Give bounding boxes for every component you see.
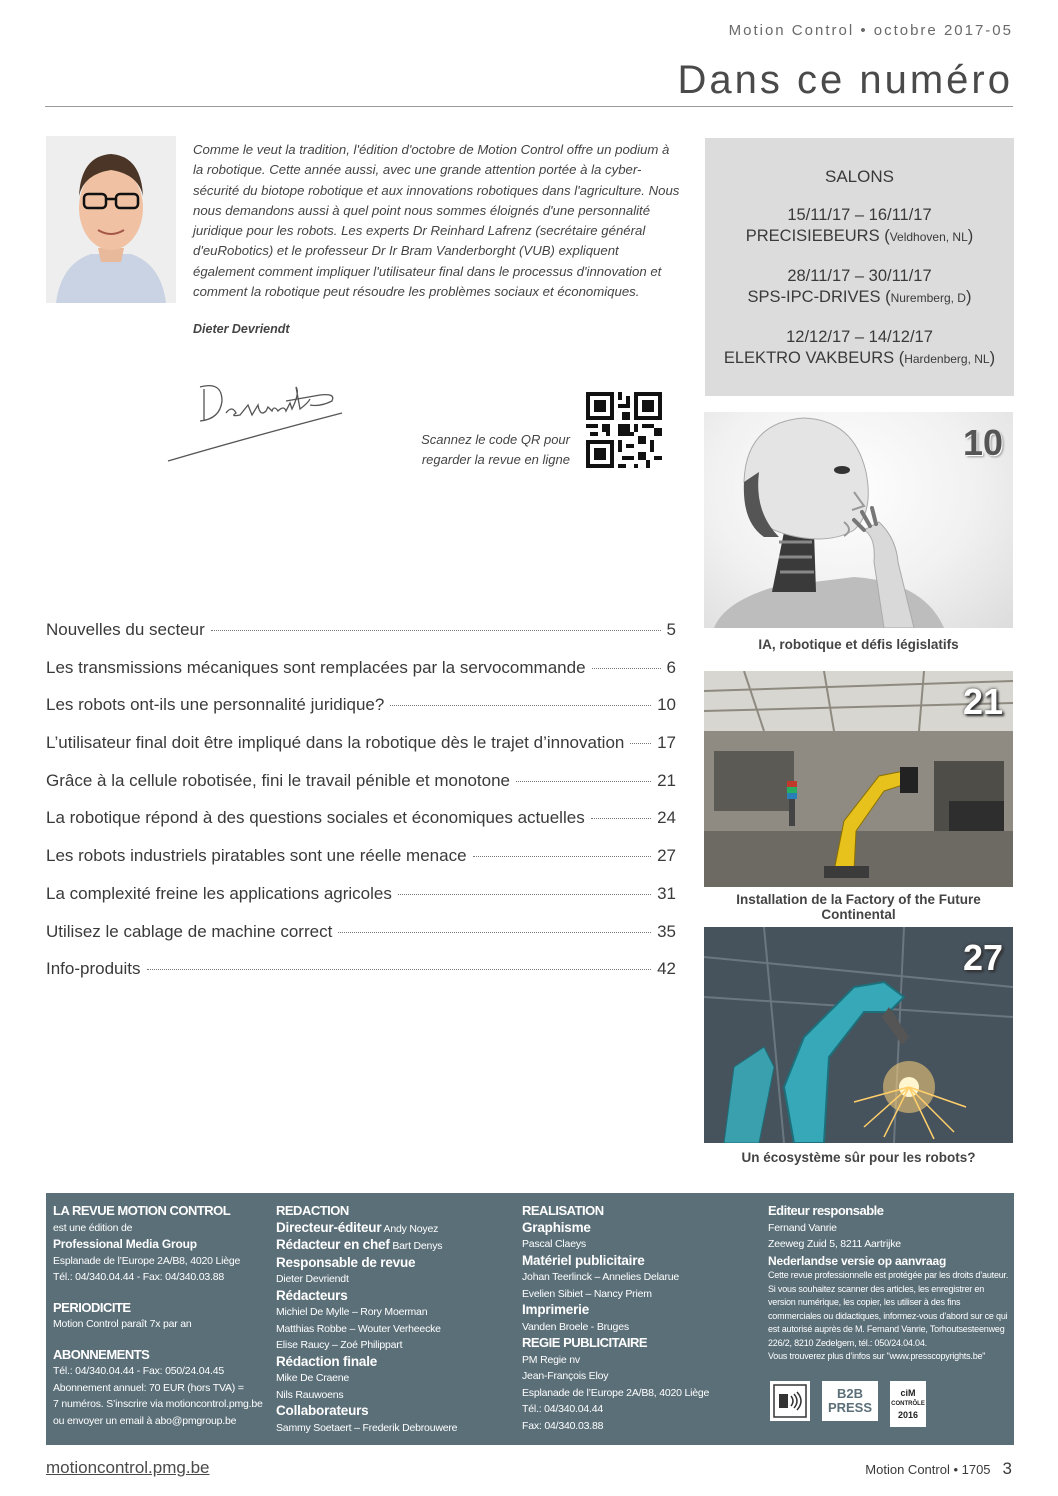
colophon-line: Tél.: 04/340.04.44 - Fax: 04/340.03.88 xyxy=(53,1271,225,1283)
colophon-line xyxy=(276,1220,514,1238)
toc-leader xyxy=(390,705,651,706)
logo-text: 2016 xyxy=(897,1409,919,1420)
toc-entry[interactable] xyxy=(46,808,676,846)
editorial-text: Comme le veut la tradition, l'édition d'octobre de Motion Control offre un podium à la robotique. Cette année aussi, avec une grande attention portée à la cyber-sécurité du biotope robotique et aux innovations robotiques dans l'agriculture. Nous nous demandons aussi à quel point nous sommes éloignés d'une personnalité juridique pour les robots. Les experts Dr Reinhard Lafrenz (secrétaire général d'euRobotics) et le professeur Dr Ir Bram Vanderborght (VUB) expliquent également comment impliquer l'utilisateur final dans le processus d'innovation et comment la robotique peut résoudre les problèmes sociaux et économiques. xyxy=(193,142,680,300)
toc-title: Info-produits xyxy=(46,959,141,979)
feature-image-robot-head[interactable] xyxy=(704,412,1013,628)
colophon-line: Sammy Soetaert – Frederik Debrouwere xyxy=(276,1421,458,1434)
colophon-small-print: Vous trouverez plus d’infos sur "www.presscopyrights.be" xyxy=(768,1351,986,1361)
colophon-line: Professional Media Group xyxy=(53,1237,197,1251)
page-footer xyxy=(865,1459,1012,1479)
qr-caption xyxy=(400,430,570,470)
salon-place: Hardenberg, NL xyxy=(904,352,990,366)
feature-image-factory[interactable] xyxy=(704,671,1013,887)
feature-image-welding-robot[interactable] xyxy=(704,927,1013,1143)
salon-dates: 28/11/17 – 30/11/17 xyxy=(787,267,932,285)
salons-box xyxy=(705,138,1014,396)
toc-leader xyxy=(473,856,652,857)
signature-drawing xyxy=(160,375,350,467)
colophon-line: 7 numéros. S’inscrire via motioncontrol.pmg.be xyxy=(53,1398,263,1410)
qr-caption-line1: Scannez le code QR pour xyxy=(421,432,570,447)
colophon-line: Evelien Sibiet – Nancy Priem xyxy=(522,1287,652,1300)
header-divider xyxy=(45,106,1013,107)
colophon-line: Fernand Vanrie xyxy=(768,1221,837,1234)
salon-name: PRECISIEBEURS xyxy=(745,227,880,245)
colophon-column-realisation xyxy=(522,1203,760,1434)
toc-entry[interactable] xyxy=(46,922,676,960)
colophon-role: Responsable de revue xyxy=(276,1254,416,1270)
feature-page-badge: 27 xyxy=(962,937,1003,978)
colophon-role: Graphisme xyxy=(522,1219,591,1235)
colophon-line: Matthias Robbe – Wouter Verheecke xyxy=(276,1322,441,1335)
toc-page: 24 xyxy=(657,808,676,828)
editor-signature xyxy=(160,375,350,467)
salon-name-line: SPS-IPC-DRIVES (Nuremberg, D) xyxy=(747,288,972,306)
salon-name: ELEKTRO VAKBEURS xyxy=(723,349,895,367)
salons-title: SALONS xyxy=(825,167,894,186)
colophon-role: Directeur-éditeur xyxy=(276,1219,382,1235)
salon-name: SPS-IPC-DRIVES xyxy=(747,288,881,306)
salon-place: Veldhoven, NL xyxy=(889,230,968,244)
cim-logo xyxy=(890,1381,926,1427)
colophon-line: Mike De Craene xyxy=(276,1372,350,1384)
toc-entry[interactable] xyxy=(46,695,676,733)
toc-title: Les transmissions mécaniques sont remplacées par la servocommande xyxy=(46,657,586,677)
colophon-heading: ABONNEMENTS xyxy=(53,1346,150,1362)
toc-entry[interactable] xyxy=(46,846,676,884)
toc-leader xyxy=(338,932,651,933)
toc-leader xyxy=(398,894,651,895)
colophon-heading: REALISATION xyxy=(522,1203,604,1218)
logo-text: B2B xyxy=(836,1386,863,1401)
salon-name-line: PRECISIEBEURS (Veldhoven, NL) xyxy=(745,227,974,245)
colophon-role: Collaborateurs xyxy=(276,1403,369,1418)
colophon-column-redaction xyxy=(276,1203,514,1436)
editorial-author: Dieter Devriendt xyxy=(193,322,290,336)
qr-code[interactable] xyxy=(586,392,662,468)
toc-leader xyxy=(211,630,661,631)
toc-page: 31 xyxy=(657,883,676,903)
toc-entry[interactable] xyxy=(46,771,676,809)
toc-entry[interactable] xyxy=(46,620,676,658)
colophon-line: Nils Rauwoens xyxy=(276,1388,344,1401)
salon-dates: 15/11/17 – 16/11/17 xyxy=(787,206,932,224)
colophon-column-editor xyxy=(768,1203,1010,1364)
colophon-heading: REDACTION xyxy=(276,1203,349,1218)
page-title: Dans ce numéro xyxy=(677,58,1013,102)
toc-page: 17 xyxy=(657,733,676,753)
b2b-press-logo xyxy=(822,1381,878,1421)
colophon-line: Jean-François Eloy xyxy=(522,1370,609,1382)
colophon-line: Motion Control paraît 7x par an xyxy=(53,1318,192,1330)
colophon-line xyxy=(276,1237,514,1255)
toc-leader xyxy=(630,743,651,744)
salon-event xyxy=(705,327,1014,370)
colophon-role: Rédacteurs xyxy=(276,1287,348,1303)
toc-leader xyxy=(592,668,661,669)
colophon-line: Tél.: 04/340.04.44 - Fax: 050/24.04.45 xyxy=(53,1365,225,1377)
colophon-line: Esplanade de l’Europe 2A/B8, 4020 Liège xyxy=(53,1254,241,1267)
colophon-small-print: Si vous souhaitez scanner des articles, les enregistrer en version numérique, les copier, les utiliser à des fins commerciales ou didactiques, informez-vous d’abord sur ce qui est autorisé auprès de M. Fernand Vanrie, Torhoutsesteenweg 226/2, 8210 Zedelgem, tél.: 050/24.04.04. xyxy=(768,1283,1008,1348)
toc-page: 6 xyxy=(666,657,676,677)
toc-entry[interactable] xyxy=(46,733,676,771)
toc-title: Les robots industriels piratables sont une réelle menace xyxy=(46,846,467,866)
colophon-line: Pascal Claeys xyxy=(522,1238,586,1250)
qr-caption-line2: regarder la revue en ligne xyxy=(421,452,570,467)
colophon-role: Rédaction finale xyxy=(276,1353,378,1369)
colophon-heading: LA REVUE MOTION CONTROL xyxy=(53,1203,231,1218)
colophon-person: Bart Denys xyxy=(389,1240,443,1252)
copyright-scan-icon xyxy=(773,1384,807,1418)
toc-title: La complexité freine les applications agricoles xyxy=(46,883,392,903)
colophon-heading: REGIE PUBLICITAIRE xyxy=(522,1335,648,1350)
colophon-line: Fax: 04/340.03.88 xyxy=(522,1419,604,1432)
toc-page: 35 xyxy=(657,921,676,941)
toc-entry[interactable] xyxy=(46,884,676,922)
toc-leader xyxy=(147,969,652,970)
toc-title: Nouvelles du secteur xyxy=(46,620,205,639)
logo-text: PRESS xyxy=(827,1400,873,1415)
feature-caption: Un écosystème sûr pour les robots? xyxy=(741,1150,976,1165)
issue-label: Motion Control • 1705 xyxy=(865,1462,991,1477)
qr-code-graphic xyxy=(586,392,662,468)
colophon-role: Imprimerie xyxy=(522,1302,590,1317)
toc-entry[interactable] xyxy=(46,658,676,696)
toc-leader xyxy=(591,818,651,819)
colophon-line: Dieter Devriendt xyxy=(276,1273,349,1285)
colophon-role: Matériel publicitaire xyxy=(522,1252,645,1268)
colophon-line: ou envoyer un email à abo@pmgroup.be xyxy=(53,1414,237,1427)
colophon xyxy=(46,1193,1014,1445)
toc-title: La robotique répond à des questions sociales et économiques actuelles xyxy=(46,808,585,828)
logo-text: ciM xyxy=(900,1387,916,1398)
toc-page: 21 xyxy=(657,770,676,790)
colophon-heading: Editeur responsable xyxy=(768,1203,884,1218)
colophon-line: Elise Raucy – Zoé Philippart xyxy=(276,1339,403,1351)
toc-title: Utilisez le cablage de machine correct xyxy=(46,921,333,941)
toc-leader xyxy=(516,781,651,782)
colophon-line: Michiel De Mylle – Rory Moerman xyxy=(276,1306,428,1318)
page-number: 3 xyxy=(1002,1459,1012,1478)
salon-event xyxy=(705,205,1014,248)
feature-caption: IA, robotique et défis législatifs xyxy=(758,637,959,652)
toc-title: Les robots ont-ils une personnalité juridique? xyxy=(46,695,385,715)
colophon-logos xyxy=(770,1381,926,1427)
colophon-line: est une édition de xyxy=(53,1221,133,1234)
colophon-line: Johan Teerlinck – Annelies Delarue xyxy=(522,1271,680,1283)
running-head: Motion Control • octobre 2017-05 xyxy=(728,22,1013,39)
salon-dates: 12/12/17 – 14/12/17 xyxy=(786,328,933,346)
table-of-contents xyxy=(46,620,676,997)
press-copyright-logo xyxy=(770,1381,810,1421)
colophon-person: Andy Noyez xyxy=(381,1222,439,1235)
logo-text: CONTRÔLE xyxy=(891,1400,925,1407)
colophon-line: Tél.: 04/340.04.44 xyxy=(522,1403,604,1415)
toc-page: 5 xyxy=(666,620,676,639)
toc-page: 27 xyxy=(657,846,676,866)
editor-photo xyxy=(46,136,176,303)
colophon-role: Rédacteur en chef xyxy=(276,1237,390,1252)
colophon-line: Abonnement annuel: 70 EUR (hors TVA) = xyxy=(53,1381,244,1394)
colophon-line: PM Regie nv xyxy=(522,1353,580,1366)
colophon-heading: PERIODICITE xyxy=(53,1299,131,1315)
salon-place: Nuremberg, D xyxy=(890,291,966,305)
toc-title: Grâce à la cellule robotisée, fini le travail pénible et monotone xyxy=(46,770,510,790)
salon-name-line: ELEKTRO VAKBEURS (Hardenberg, NL) xyxy=(723,349,996,367)
colophon-small-print: Cette revue professionnelle est protégée par les droits d’auteur. xyxy=(768,1270,1009,1280)
editor-portrait-illustration xyxy=(46,136,176,303)
toc-entry[interactable] xyxy=(46,959,676,997)
feature-page-badge: 21 xyxy=(962,681,1003,722)
toc-page: 42 xyxy=(657,959,676,979)
colophon-line: Vanden Broele - Bruges xyxy=(522,1320,629,1333)
website-link[interactable]: motioncontrol.pmg.be xyxy=(46,1458,210,1477)
toc-title: L’utilisateur final doit être impliqué dans la robotique dès le trajet d’innovation xyxy=(46,733,625,753)
colophon-line: Zeeweg Zuid 5, 8211 Aartrijke xyxy=(768,1238,901,1250)
colophon-column-publisher xyxy=(53,1203,268,1429)
feature-page-badge: 10 xyxy=(962,422,1003,463)
toc-page: 10 xyxy=(657,695,676,715)
colophon-role: Nederlandse versie op aanvraag xyxy=(768,1253,947,1268)
salon-event xyxy=(705,266,1014,309)
feature-caption: Installation de la Factory of the Future Continental xyxy=(736,892,981,922)
colophon-line: Esplanade de l’Europe 2A/B8, 4020 Liège xyxy=(522,1386,710,1399)
